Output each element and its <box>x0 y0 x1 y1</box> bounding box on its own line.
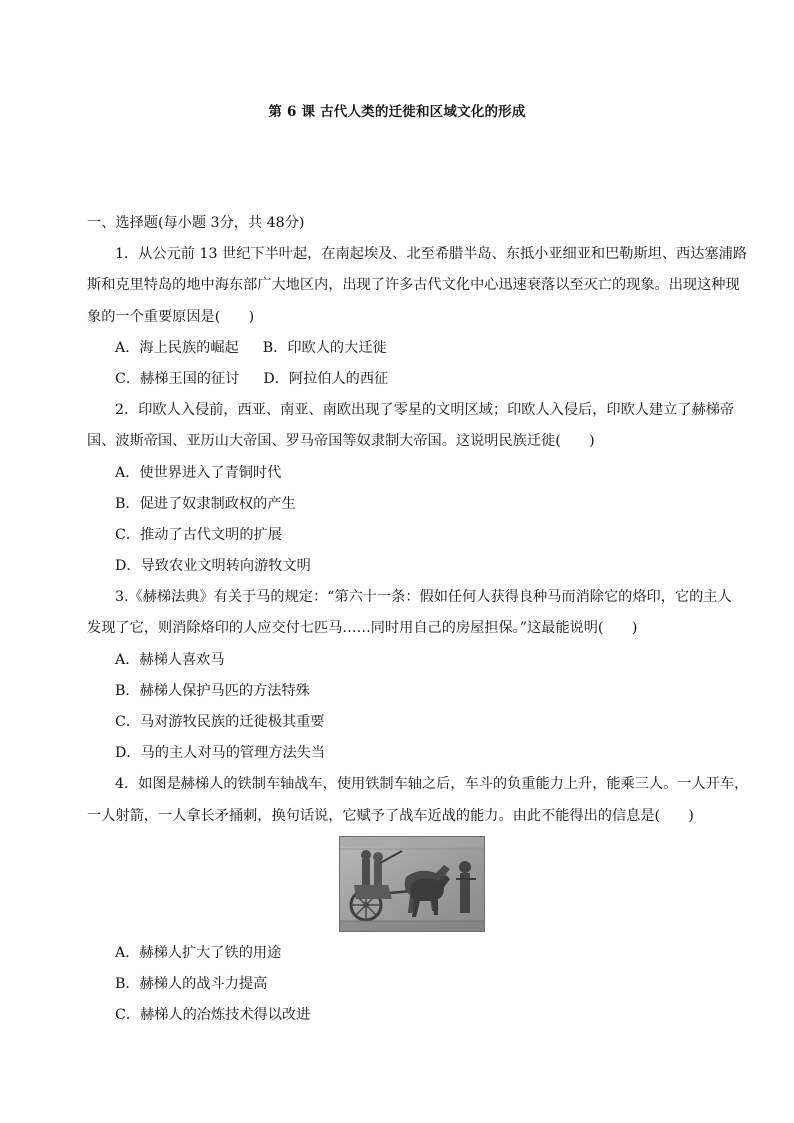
q1-option-b: B．印欧人的大迁徙 <box>262 339 387 356</box>
q4-line-2: 一人射箭，一人拿长矛捅刺，换句话说，它赋予了战车近战的能力。由此不能得出的信息是( ) <box>87 807 694 824</box>
q3-option-b: B．赫梯人保护马匹的方法特殊 <box>115 682 310 699</box>
question-body <box>87 208 749 1031</box>
q2-option-c: C．推动了古代文明的扩展 <box>115 526 282 543</box>
q1-options-ab <box>87 333 721 364</box>
q1-line-3: 象的一个重要原因是( ) <box>87 308 255 325</box>
q3-option-c: C．马对游牧民族的迁徙极其重要 <box>115 714 325 730</box>
q3-option-d: D．马的主人对马的管理方法失当 <box>115 745 326 762</box>
q1-line-1: 1．从公元前 13 世纪下半叶起，在南起埃及、北至希腊半岛、东抵小亚细亚和巴勒斯坦、西达塞浦路 <box>115 246 747 263</box>
q1-option-c: C．赫梯王国的征讨 <box>115 370 240 387</box>
chariot-relief-illustration <box>340 837 484 931</box>
chariot-relief-image <box>339 836 485 932</box>
q1-options-cd <box>87 364 721 395</box>
q3-line-1: 3.《赫梯法典》有关于马的规定：“第六十一条：假如任何人获得良种马而消除它的烙印，它的主人 <box>115 589 732 606</box>
q4-option-b: B．赫梯人的战斗力提高 <box>115 975 268 992</box>
q2-line-2: 国、波斯帝国、亚历山大帝国、罗马帝国等奴隶制大帝国。这说明民族迁徙( ) <box>87 433 595 450</box>
q4-option-a: A．赫梯人扩大了铁的用途 <box>115 944 282 961</box>
q1-option-a: A．海上民族的崛起 <box>115 339 239 356</box>
q1-line-2: 斯和克里特岛的地中海东部广大地区内，出现了许多古代文化中心迅速衰落以至灭亡的现象。出现这种现 <box>87 277 740 294</box>
section-heading: 一、选择题(每小题 3分，共 48分) <box>87 215 305 231</box>
q4-option-c: C．赫梯人的冶炼技术得以改进 <box>115 1007 311 1024</box>
q3-option-a: A．赫梯人喜欢马 <box>115 651 225 668</box>
q4-line-1: 4．如图是赫梯人的铁制车轴战车，使用铁制车轴之后，车斗的负重能力上升，能乘三人。一人开车， <box>115 776 749 793</box>
q2-option-d: D．导致农业文明转向游牧文明 <box>115 558 311 575</box>
q1-option-d: D．阿拉伯人的西征 <box>263 370 389 387</box>
q2-option-a: A．使世界进入了青铜时代 <box>115 464 282 481</box>
q2-line-1: 2．印欧人入侵前，西亚、南亚、南欧出现了零星的文明区域；印欧人入侵后，印欧人建立了赫梯帝 <box>115 402 735 419</box>
q2-option-b: B．促进了奴隶制政权的产生 <box>115 495 296 512</box>
q3-line-2: 发现了它，则消除烙印的人应交付七匹马……同时用自己的房屋担保。”这最能说明( ) <box>87 620 638 637</box>
lesson-title: 第 6 课 古代人类的迁徙和区域文化的形成 <box>268 104 526 120</box>
